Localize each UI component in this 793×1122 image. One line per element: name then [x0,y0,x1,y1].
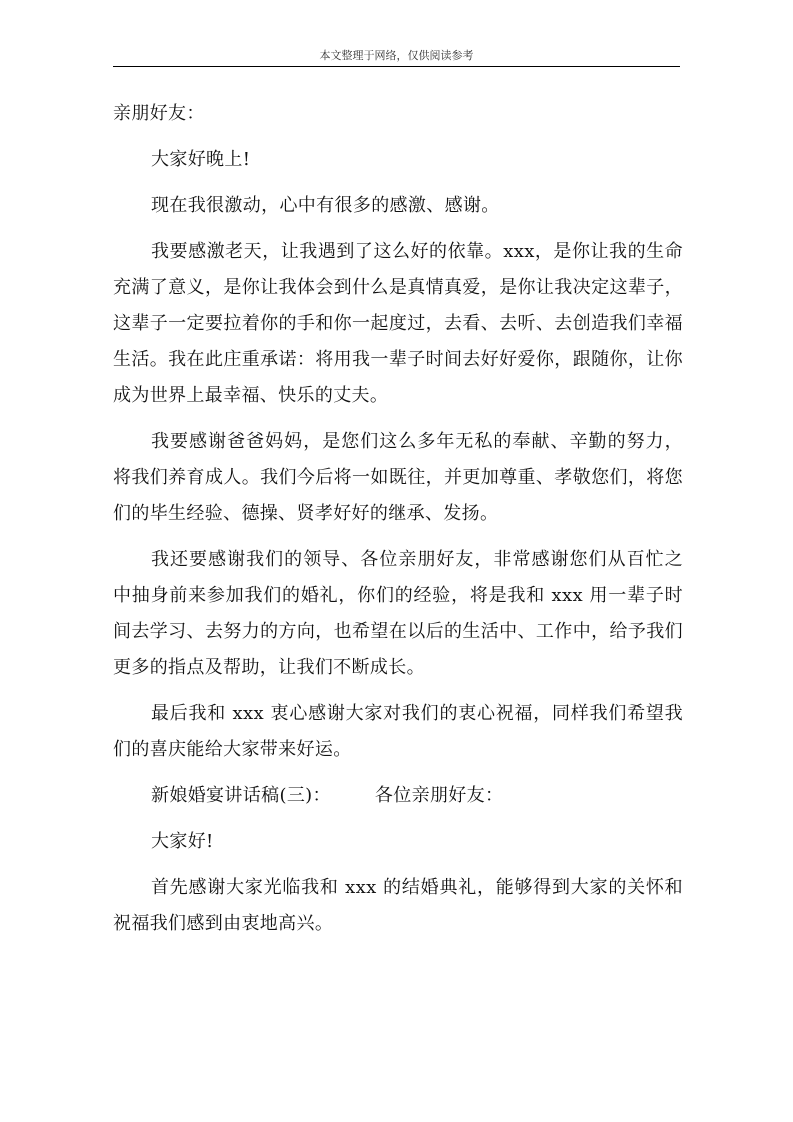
paragraph: 大家好! [151,831,214,852]
paragraph: 最后我和 xxx 衷心感谢大家对我们的衷心祝福，同样我们希望我们的喜庆能给大家带来好运。 [113,703,683,760]
section-salutation: 各位亲朋好友： [374,785,504,806]
paragraph: 我要感谢爸爸妈妈，是您们这么多年无私的奉献、辛勤的努力，将我们养育成人。我们今后将一如既往，并更加尊重、孝敬您们，将您们的毕生经验、德操、贤孝好好的继承、发扬。 [113,431,683,524]
salutation: 亲朋好友： [113,103,205,124]
section-title: 新娘婚宴讲话稿(三)： [151,785,331,806]
paragraph: 大家好晚上! [151,149,251,170]
paragraph: 我要感激老天，让我遇到了这么好的依靠。xxx，是你让我的生命充满了意义，是你让我体会到什么是真情真爱，是你让我决定这辈子，这辈子一定要拉着你的手和你一起度过，去看、去听、去创造我们幸福生活。我在此庄重承诺：将用我一辈子时间去好好爱你，跟随你，让你成为世界上最幸福、快乐的丈夫。 [113,241,683,406]
paragraph: 首先感谢大家光临我和 xxx 的结婚典礼，能够得到大家的关怀和祝福我们感到由衷地高兴。 [113,877,683,934]
paragraph: 现在我很激动，心中有很多的感激、感谢。 [151,195,500,216]
section-heading-line [113,778,683,814]
paragraph: 我还要感谢我们的领导、各位亲朋好友，非常感谢您们从百忙之中抽身前来参加我们的婚礼，你们的经验，将是我和 xxx 用一辈子时间去学习、去努力的方向，也希望在以后的生活中、工作中，给予我们更多的指点及帮助，让我们不断成长。 [113,549,683,678]
page-header: 本文整理于网络，仅供阅读参考 [319,49,474,62]
document-body [113,96,683,952]
header-rule [113,66,680,67]
